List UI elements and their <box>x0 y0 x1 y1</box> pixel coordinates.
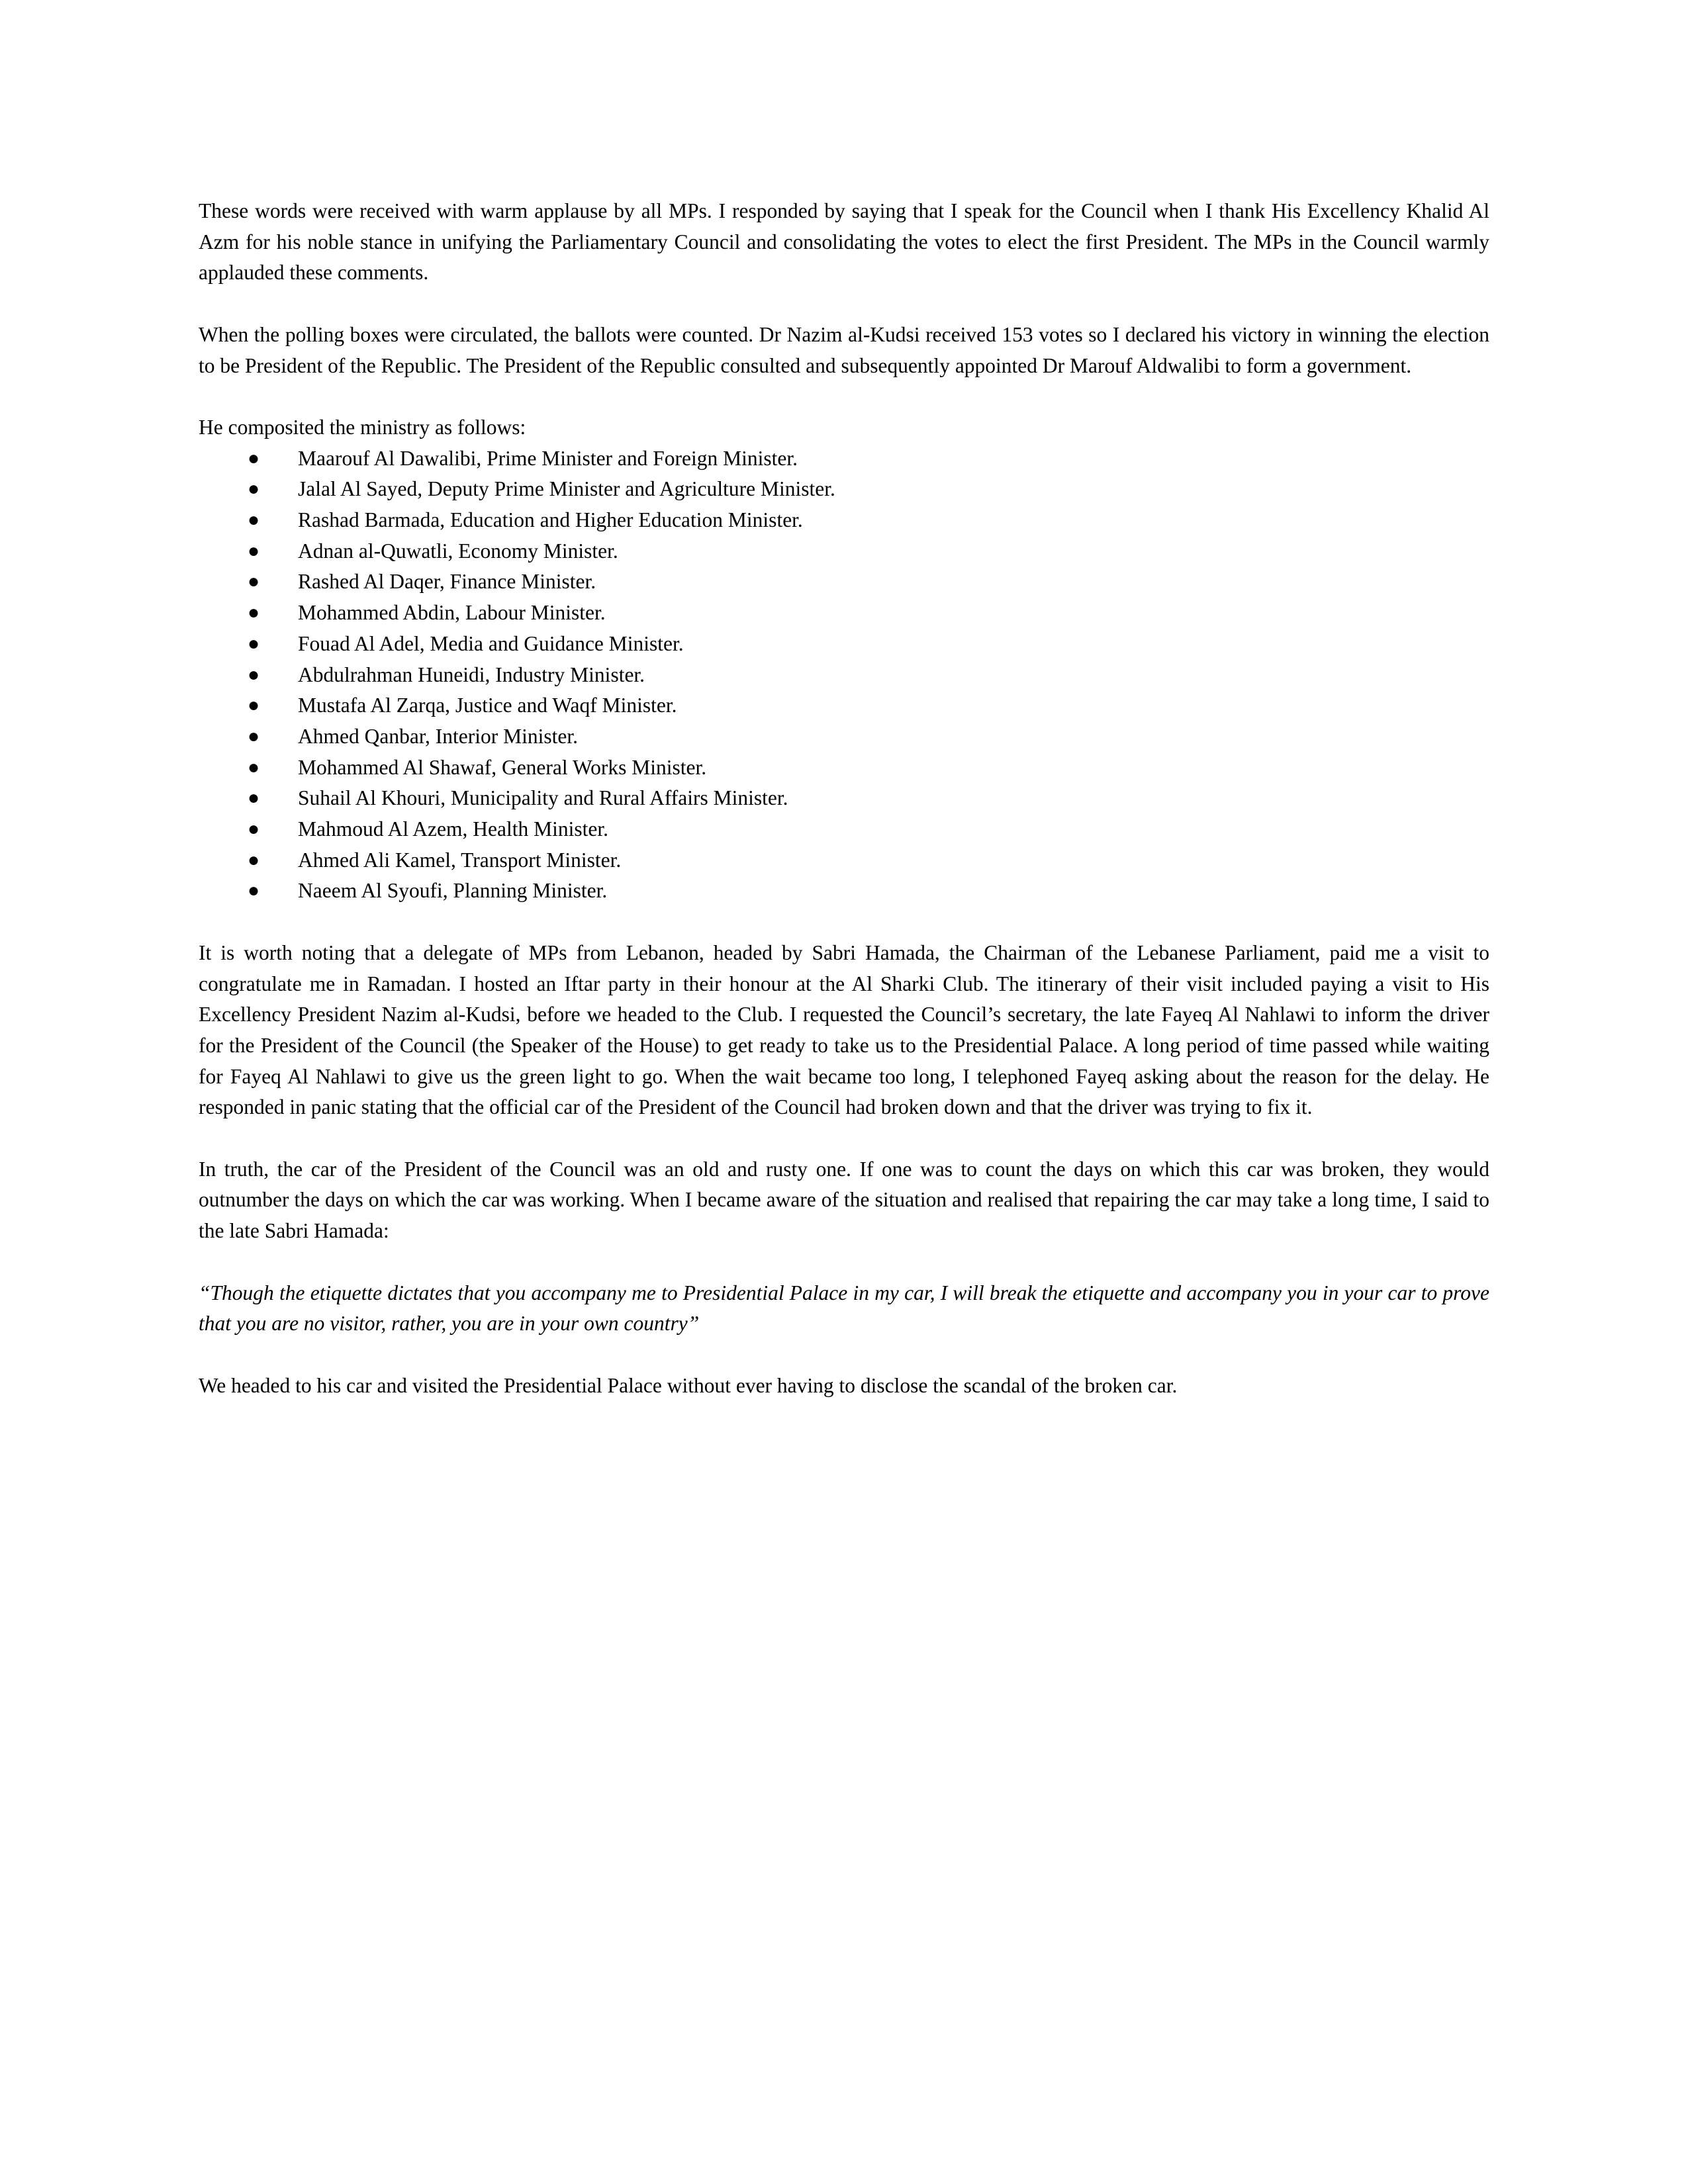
list-item <box>199 474 1489 505</box>
bullet-icon: ● <box>248 539 260 562</box>
list-item <box>199 629 1489 660</box>
list-item <box>199 783 1489 814</box>
bullet-icon: ● <box>248 848 260 871</box>
paragraph-applause: These words were received with warm applause by all MPs. I responded by saying that I speak for the Council when I thank His Excellency Khalid Al Azm for his noble stance in unifying the Parliamentary Council and consolidating the votes to elect the first President. The MPs in the Council warmly applauded these comments. <box>199 199 1489 285</box>
bullet-icon: ● <box>248 880 260 902</box>
bullet-icon: ● <box>248 570 260 593</box>
list-item-text: Ahmed Qanbar, Interior Minister. <box>298 724 579 748</box>
list-item-text: Ahmed Ali Kamel, Transport Minister. <box>298 848 622 872</box>
list-item <box>199 536 1489 567</box>
list-item-text: Abdulrahman Huneidi, Industry Minister. <box>298 662 645 686</box>
list-item-text: Rashad Barmada, Education and Higher Education Minister. <box>298 508 803 531</box>
bullet-icon: ● <box>248 602 260 624</box>
bullet-icon: ● <box>248 694 260 717</box>
quote-paragraph: “Though the etiquette dictates that you accompany me to Presidential Palace in my car, I will break the etiquette and accompany you in your car to prove that you are no visitor, rather, you are in your own country” <box>199 1281 1489 1336</box>
paragraph-conclusion: We headed to his car and visited the Presidential Palace without ever having to disclose the scandal of the broken car. <box>199 1373 1178 1397</box>
list-item-text: Mustafa Al Zarqa, Justice and Waqf Minister. <box>298 694 677 717</box>
ministry-list <box>199 443 1489 907</box>
list-item-text: Rashed Al Daqer, Finance Minister. <box>298 570 596 594</box>
list-item <box>199 598 1489 629</box>
list-item-text: Maarouf Al Dawalibi, Prime Minister and Foreign Minister. <box>298 446 798 470</box>
list-item <box>199 690 1489 721</box>
bullet-icon: ● <box>248 478 260 500</box>
paragraph-gap <box>199 1247 1489 1278</box>
bullet-icon: ● <box>248 818 260 841</box>
list-item-text: Fouad Al Adel, Media and Guidance Minister. <box>298 631 684 655</box>
list-item <box>199 567 1489 598</box>
list-item <box>199 660 1489 691</box>
list-item-text: Naeem Al Syoufi, Planning Minister. <box>298 879 608 903</box>
list-item-text: Jalal Al Sayed, Deputy Prime Minister and Agriculture Minister. <box>298 477 835 501</box>
document-page <box>199 196 1489 1401</box>
bullet-icon: ● <box>248 447 260 469</box>
paragraph-old-car: In truth, the car of the President of the Council was an old and rusty one. If one was to count the days on which this car was broken, they would outnumber the days on which the car was working. When I became aware of the situation and realised that repairing the car may take a long time, I said to the late Sabri Hamada: <box>199 1157 1489 1243</box>
list-item <box>199 752 1489 784</box>
bullet-icon: ● <box>248 756 260 778</box>
list-item-text: Mohammed Abdin, Labour Minister. <box>298 601 606 625</box>
paragraph-gap <box>199 1123 1489 1154</box>
list-item <box>199 721 1489 752</box>
paragraph-gap <box>199 289 1489 320</box>
list-item <box>199 443 1489 475</box>
list-item-text: Mohammed Al Shawaf, General Works Minister. <box>298 755 707 779</box>
paragraph-lebanon-visit: It is worth noting that a delegate of MPs from Lebanon, headed by Sabri Hamada, the Chairman of the Lebanese Parliament, paid me a visit to congratulate me in Ramadan. I hosted an Iftar party in their honour at the Al Sharki Club. The itinerary of their visit included paying a visit to His Excellency President Nazim al-Kudsi, before we headed to the Club. I requested the Council’s secretary, the late Fayeq Al Nahlawi to inform the driver for the President of the Council (the Speaker of the House) to get ready to take us to the Presidential Palace. A long period of time passed while waiting for Fayeq Al Nahlawi to give us the green light to go. When the wait became too long, I telephoned Fayeq asking about the reason for the delay. He responded in panic stating that the official car of the President of the Council had broken down and that the driver was trying to fix it. <box>199 940 1489 1119</box>
list-item-text: Suhail Al Khouri, Municipality and Rural Affairs Minister. <box>298 786 788 810</box>
bullet-icon: ● <box>248 663 260 686</box>
list-item <box>199 814 1489 845</box>
paragraph-gap <box>199 1340 1489 1371</box>
bullet-icon: ● <box>248 725 260 747</box>
bullet-icon: ● <box>248 787 260 809</box>
list-item <box>199 505 1489 536</box>
list-item <box>199 876 1489 907</box>
paragraph-election: When the polling boxes were circulated, the ballots were counted. Dr Nazim al-Kudsi received 153 votes so I declared his victory in winning the election to be President of the Republic. The President of the Republic consulted and subsequently appointed Dr Marouf Aldwalibi to form a government. <box>199 322 1489 377</box>
list-item-text: Adnan al-Quwatli, Economy Minister. <box>298 539 618 563</box>
paragraph-gap <box>199 907 1489 938</box>
bullet-icon: ● <box>248 632 260 655</box>
paragraph-gap <box>199 381 1489 412</box>
list-item <box>199 845 1489 876</box>
bullet-icon: ● <box>248 509 260 531</box>
paragraph-ministry-intro: He composited the ministry as follows: <box>199 415 526 439</box>
list-item-text: Mahmoud Al Azem, Health Minister. <box>298 817 608 841</box>
